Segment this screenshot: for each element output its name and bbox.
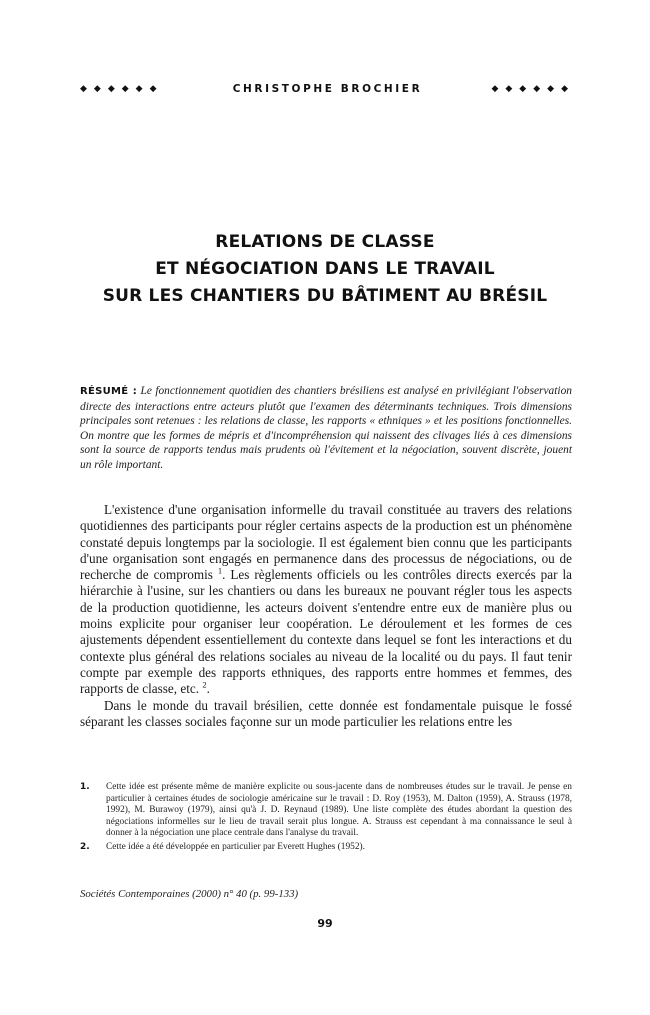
title-line-2: ET NÉGOCIATION DANS LE TRAVAIL: [155, 259, 495, 279]
journal-citation: Sociétés Contemporaines (2000) n° 40 (p. 99-133): [80, 888, 299, 900]
paragraph-1-part-c: .: [206, 681, 210, 697]
footnote-2: [80, 842, 572, 854]
footnote-ref-1[interactable]: 1: [217, 565, 223, 576]
running-header: [80, 81, 575, 97]
paragraph-1-part-b: . Les règlements officiels ou les contrôles directs exercés par la hiérarchie à l'usine, sur les chantiers ou dans les bureaux ne pouvant régler tous les aspects de la production quotidienne, les acteurs doivent s'entendre entre eux de manière plus ou moins explicite pour organiser leur coopération. Le déroulement et les formes de ces ajustements dépendent essentiellement du contexte dans lequel se font les interactions et du contexte plus général des relations sociales au niveau de la localité ou du pays. Il faut tenir compte par exemple des rapports ethniques, des rapports entre hommes et femmes, des rapports de classe, etc.: [80, 567, 572, 697]
title-line-1: RELATIONS DE CLASSE: [215, 232, 435, 252]
footnotes: [80, 782, 572, 856]
header-ornament-right: ◆◆◆◆◆◆: [491, 84, 575, 94]
abstract-text: Le fonctionnement quotidien des chantiers brésiliens est analysé en privilégiant l'observation directe des interactions entre acteurs plutôt que l'examen des déterminants techniques. Trois dimensions principales sont retenues : les relations de classe, les rapports « ethniques » et les positions fonctionnelles. On montre que les formes de mépris et d'incompréhension qui naissent des clivages liés à ces dimensions sont la source de rapports tendus mais prudents où l'évitement et la négociation, souvent discrète, jouent un rôle important.: [80, 385, 572, 471]
paragraph-1: [80, 502, 572, 698]
footnote-1: [80, 782, 572, 840]
page-number: 99: [317, 917, 333, 930]
footnote-text: Cette idée a été développée en particulier par Everett Hughes (1952).: [106, 841, 365, 852]
paragraph-1-part-a: L'existence d'une organisation informelle du travail constituée au travers des relations quotidiennes des participants pour régler certains aspects de la production est un phénomène constaté depuis longtemps par la sociologie. Il est également bien connu que les participants d'une organisation sont engagés en permanence dans des processus de négociations, ou de recherche de compromis: [80, 502, 572, 583]
footnote-number: 2.: [80, 841, 90, 852]
footnote-number: 1.: [80, 782, 90, 792]
body-text: [80, 502, 572, 730]
paragraph-2: Dans le monde du travail brésilien, cette donnée est fondamentale puisque le fossé séparant les classes sociales façonne sur un mode particulier les relations entre les: [80, 697, 572, 729]
header-ornament-left: ◆◆◆◆◆◆: [80, 84, 164, 94]
abstract-label: RÉSUMÉ :: [80, 386, 138, 397]
title-line-3: SUR LES CHANTIERS DU BÂTIMENT AU BRÉSIL: [102, 286, 548, 306]
footnote-text: Cette idée est présente même de manière explicite ou sous-jacente dans de nombreuses études sur le travail. Je pense en particulier à certaines études de sociologie américaine sur le travail : D. Roy (1953), M. Dalton (1959), A. Strauss (1978, 1992), M. Burawoy (1979), ainsi qu'à J. D. Reynaud (1989). Une liste complète des études abordant la question des négociations informelles sur le lieu de travail serait plus longue. A. Strauss est cependant à ma connaissance le seul à donner à la négociation une place centrale dans l'analyse du travail.: [106, 782, 572, 839]
article-title: [40, 229, 610, 310]
abstract: [80, 384, 572, 473]
author-name: CHRISTOPHE BROCHIER: [232, 83, 423, 95]
footnote-ref-2[interactable]: 2: [202, 679, 207, 690]
